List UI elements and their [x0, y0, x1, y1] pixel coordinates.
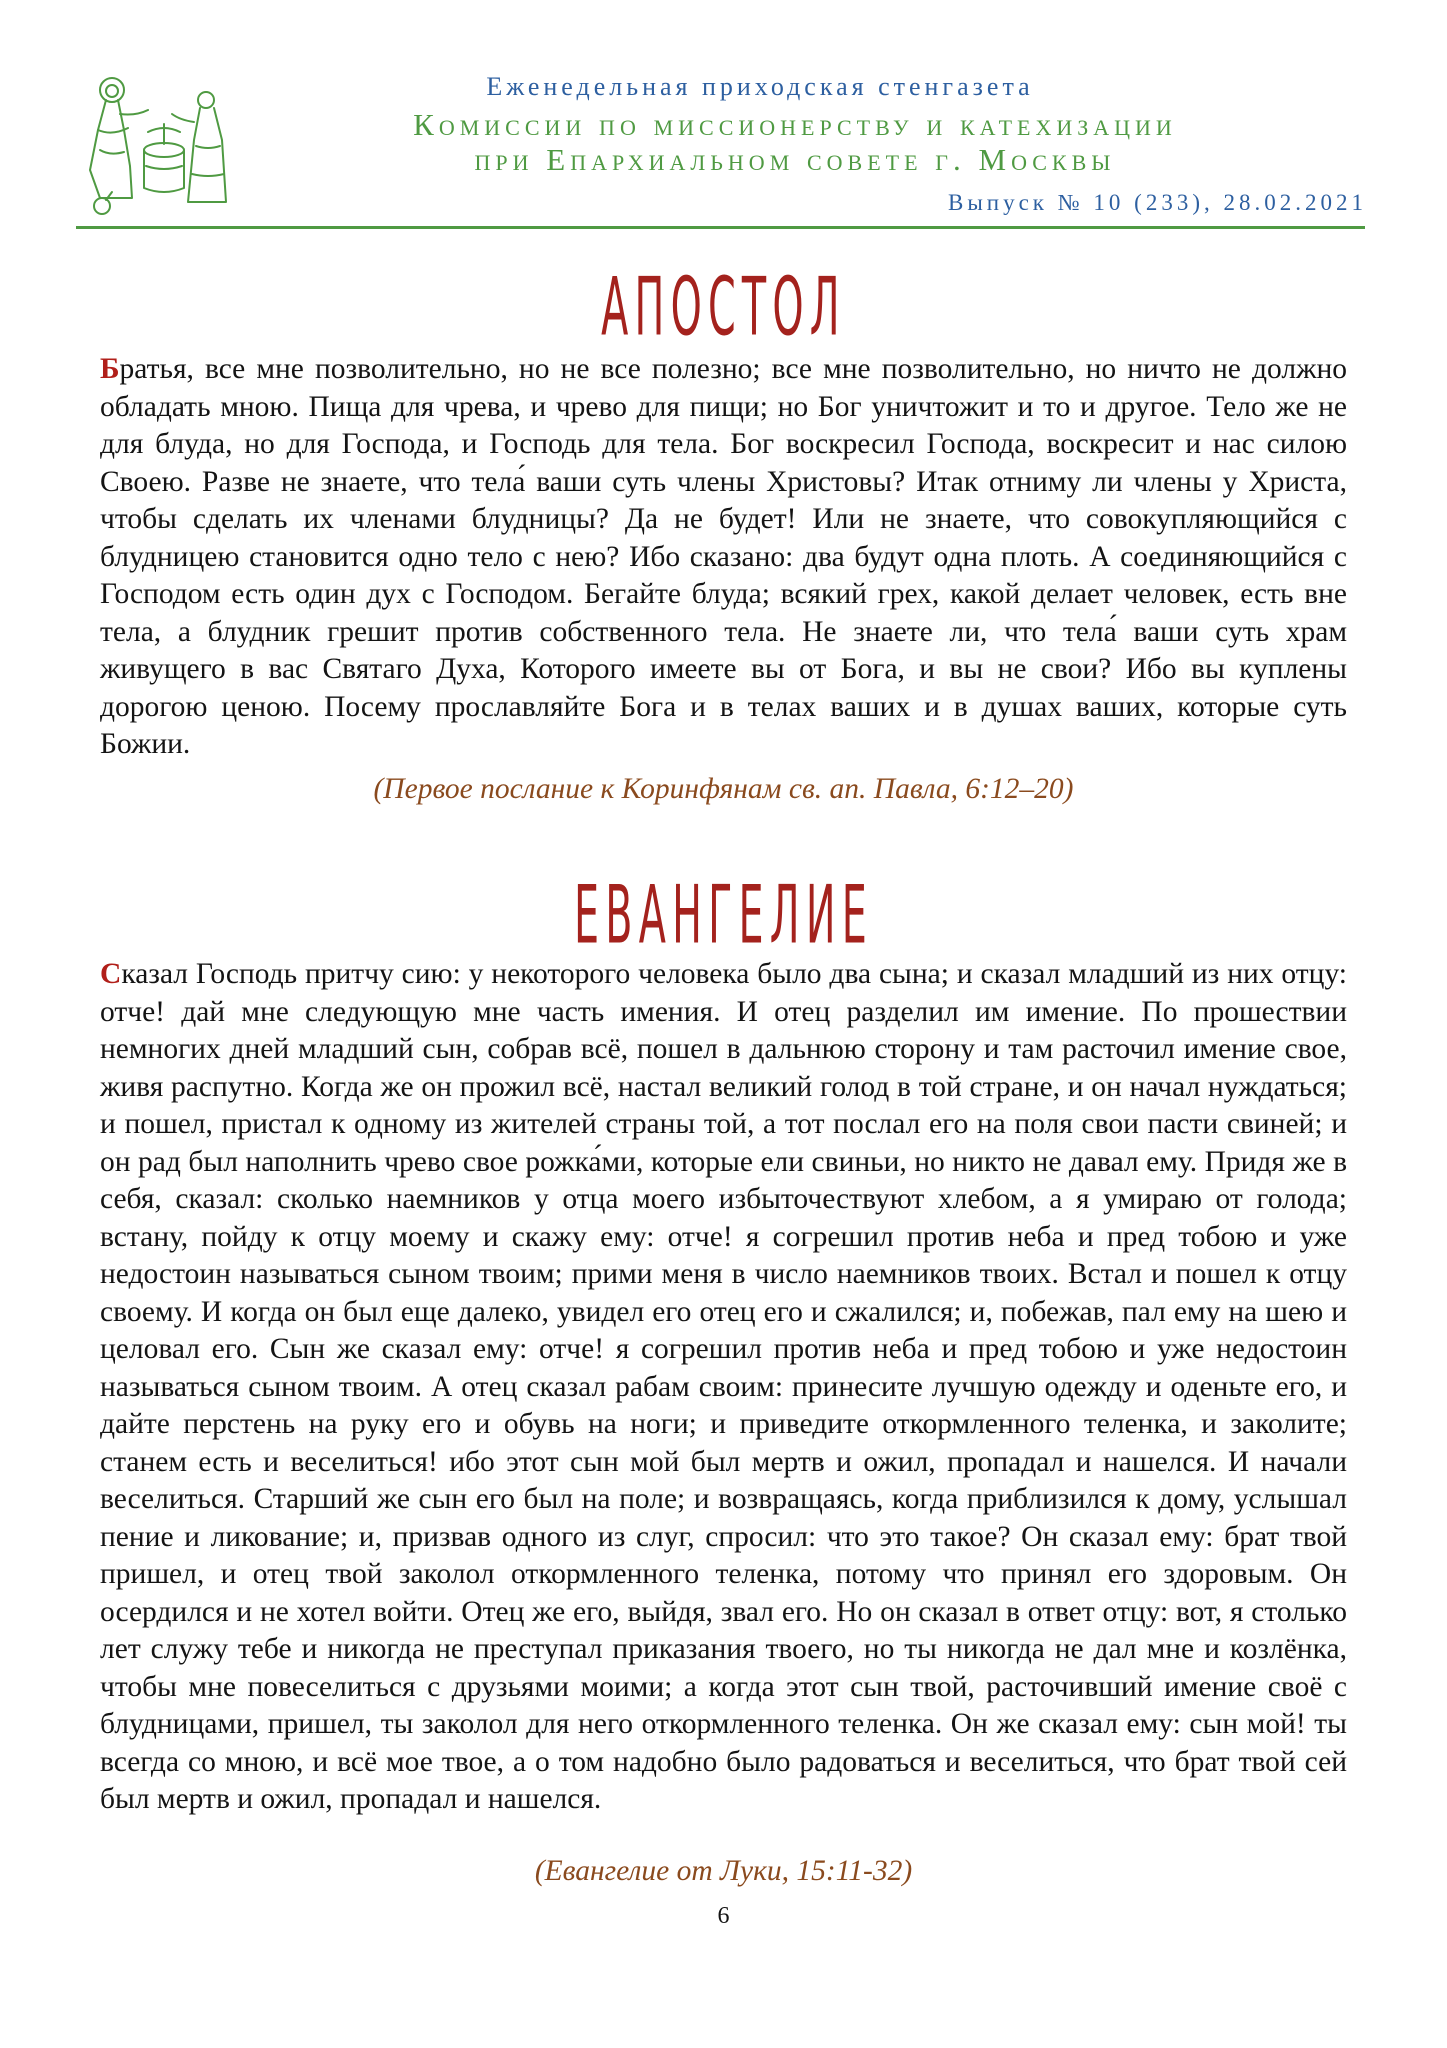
- apostol-initial-letter: Б: [100, 353, 120, 385]
- apostol-reading: [100, 351, 1347, 764]
- apostol-title: АПОСТОЛ: [601, 262, 846, 355]
- gospel-text: казал Господь притчу сию: у некоторого человека было два сына; и сказал младший из них отцу: отче! дай мне следующую мне часть имения. И отец разделил им имение. По прошествии немногих дней младший сын, собрав всё, пошел в дальнюю сторону и там расточил имение свое, живя распутно. Когда же он прожил всё, настал великий голод в той стране, и он начал нуждаться; и пошел, пристал к одному из жителей страны той, а тот послал его на поля свои пасти свиней; и он рад был наполнить чрево свое рожка́ми, которые ели свиньи, но никто не давал ему. Придя же в себя, сказал: сколько наемников у отца моего избыточествуют хлебом, а я умираю от голода; встану, пойду к отцу моему и скажу ему: отче! я согрешил против неба и пред тобою и уже недостоин называться сыном твоим; прими меня в число наемников твоих. Встал и пошел к отцу своему. И когда он был еще далеко, увидел его отец его и сжалился; и, побежав, пал ему на шею и целовал его. Сын же сказал ему: отче! я согрешил против неба и пред тобою и уже недостоин называться сыном твоим. А отец сказал рабам своим: принесите лучшую одежду и оденьте его, и дайте перстень на руку его и обувь на ноги; и приведите откормленного теленка, и заколите; станем есть и веселиться! ибо этот сын мой был мертв и ожил, пропадал и нашелся. И начали веселиться. Старший же сын его был на поле; и возвращаясь, когда приблизился к дому, услышал пение и ликование; и, призвав одного из слуг, спросил: что это такое? Он сказал ему: брат твой пришел, и отец твой заколол откормленного теленка, потому что принял его здоровым. Он осердился и не хотел войти. Отец же его, выйдя, звал его. Но он сказал в ответ отцу: вот, я столько лет служу тебе и никогда не преступал приказания твоего, но ты никогда не дал мне и козлёнка, чтобы мне повеселиться с друзьями моими; а когда этот сын твой, расточивший имение своё с блудницами, пришел, ты заколол для него откормленного теленка. Он же сказал ему: сын мой! ты всегда со мною, и всё мое твое, а о том надобно было радоваться и веселиться, что брат твой сей был мертв и ожил, пропадал и нашелся.: [100, 958, 1347, 1815]
- newspaper-subtitle: Еженедельная приходская стенгазета: [486, 72, 1034, 101]
- gospel-initial-letter: С: [100, 958, 122, 990]
- gospel-reading: [100, 956, 1347, 1819]
- issue-number-date: Выпуск № 10 (233), 28.02.2021: [948, 190, 1367, 215]
- diocesan-council-name: при Епархиальном совете г. Москвы: [474, 142, 1116, 177]
- commission-name: Комиссии по миссионерству и катехизации: [413, 107, 1177, 142]
- gospel-citation: (Евангелие от Луки, 15:11-32): [534, 1855, 913, 1887]
- christ-and-samaritan-woman-icon: [76, 70, 244, 220]
- apostol-citation: (Первое послание к Коринфянам св. ап. Павла, 6:12–20): [373, 773, 1074, 805]
- page-number: 6: [717, 1903, 730, 1929]
- gospel-title: ЕВАНГЕЛИЕ: [574, 870, 873, 963]
- apostol-text: ратья, все мне позволительно, но не все полезно; все мне позволительно, но ничто не должно обладать мною. Пища для чрева, и чрево для пищи; но Бог уничтожит и то и другое. Тело же не для блуда, но для Господа, и Господь для тела. Бог воскресил Господа, воскресит и нас силою Своею. Разве не знаете, что тела́ ваши суть члены Христовы? Итак отниму ли члены у Христа, чтобы сделать их членами блудницы? Да не будет! Или не знаете, что совокупляющийся с блудницею становится одно тело с нею? Ибо сказано: два будут одна плоть. А соединяющийся с Господом есть один дух с Господом. Бегайте блуда; всякий грех, какой делает человек, есть вне тела, а блудник грешит против собственного тела. Не знаете ли, что тела́ ваши суть храм живущего в вас Святаго Духа, Которого имеете вы от Бога, и вы не свои? Ибо вы куплены дорогою ценою. Посему прославляйте Бога и в телах ваших и в душах ваших, которые суть Божии.: [100, 353, 1347, 760]
- header-divider: [76, 226, 1365, 229]
